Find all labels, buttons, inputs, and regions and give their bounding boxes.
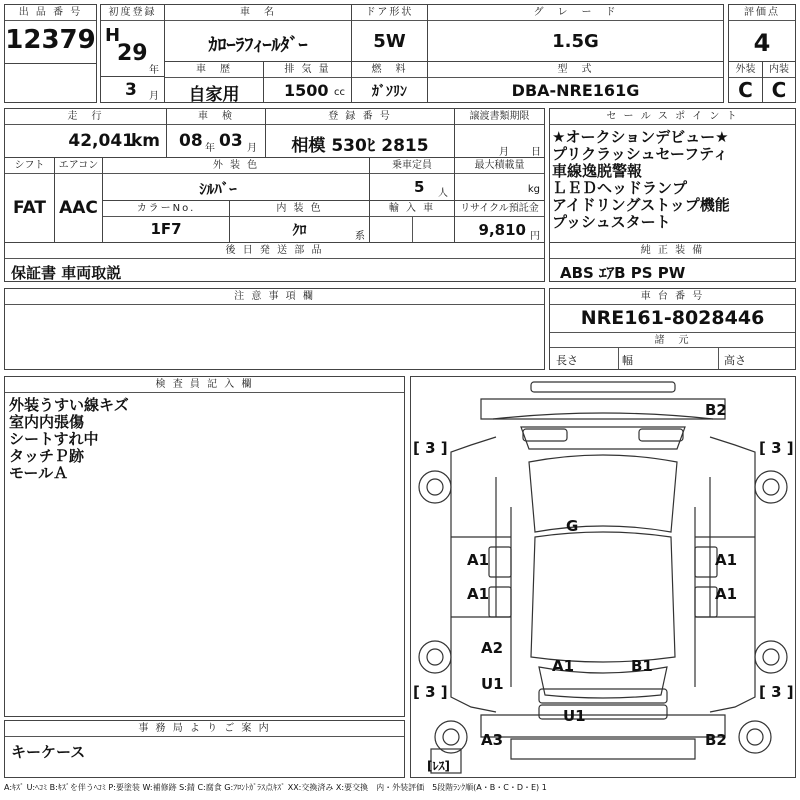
- mark-rear-bumper: U1: [563, 707, 586, 725]
- deferred-value: 保証書 車両取説: [11, 264, 122, 282]
- recycle-unit: 円: [530, 231, 540, 242]
- recycle-label: リサイクル預託金: [455, 201, 544, 217]
- mark-rear-left-corner: A3: [481, 731, 504, 749]
- first-reg-cell: [100, 4, 165, 77]
- score: 4: [753, 29, 771, 57]
- office-box: [4, 720, 405, 778]
- transfer-label: 譲渡書類期限: [455, 109, 544, 125]
- plate-label: 登 録 番 号: [266, 109, 454, 125]
- car-diagram: [411, 377, 795, 777]
- score-cell: [728, 4, 796, 62]
- sales-point-item: ★オークションデビュー★: [552, 128, 729, 146]
- inspection-cell: [166, 108, 266, 158]
- inspection-month-unit: 月: [247, 143, 257, 154]
- int-label: 内装: [763, 62, 795, 78]
- shift-label: シフト: [5, 158, 54, 174]
- length-label: 長さ: [556, 354, 578, 367]
- mark-rear-right: B1: [631, 657, 653, 675]
- interior-color: ｸﾛ: [292, 223, 307, 239]
- lot-label: 出 品 番 号: [5, 5, 96, 21]
- import-label: 輸 入 車: [370, 201, 454, 217]
- transfer-day-unit: 日: [531, 147, 541, 158]
- import-cell: [369, 200, 455, 243]
- shift: FAT: [12, 198, 47, 218]
- fuel-cell: [351, 61, 428, 103]
- int-grade-cell: [762, 61, 796, 103]
- mark-rear-right-corner: B2: [705, 731, 727, 749]
- first-reg-month-cell: [100, 76, 165, 103]
- mark-front-right: B2: [705, 401, 727, 419]
- ext-label: 外装: [729, 62, 762, 78]
- recycle: 9,810: [478, 221, 526, 239]
- color-label: 外 装 色: [103, 158, 369, 174]
- inspector-line: 室内内張傷: [9, 413, 85, 431]
- mark-bracket-front-right: [ 3 ]: [759, 439, 794, 457]
- car-name: ｶﾛｰﾗﾌｨｰﾙﾀﾞｰ: [208, 35, 308, 56]
- displacement-unit: cc: [334, 87, 345, 98]
- inspector-line: タッチＰ跡: [9, 447, 85, 465]
- car-diagram-box: [410, 376, 796, 778]
- sales-point-item: プッシュスタート: [552, 213, 671, 231]
- model: DBA-NRE161G: [511, 81, 640, 100]
- deferred-label: 後 日 発 送 部 品: [5, 243, 544, 259]
- ext-grade: C: [738, 78, 753, 102]
- car-name-label: 車 名: [165, 5, 351, 21]
- capacity-label: 乗車定員: [370, 158, 454, 174]
- color: ｼﾙﾊﾞｰ: [199, 180, 237, 198]
- equipment-label: 純 正 装 備: [550, 243, 795, 259]
- lot-blank-cell: [4, 63, 97, 103]
- inspector-line: シートすれ中: [9, 430, 99, 448]
- inspection-year-unit: 年: [205, 143, 215, 154]
- sales-points-box: [549, 108, 796, 243]
- mark-left-rear-door: A1: [467, 585, 490, 603]
- mark-rear-left: A1: [552, 657, 575, 675]
- fuel: ｶﾞｿﾘﾝ: [372, 84, 407, 100]
- inspector-line: モールＡ: [9, 464, 69, 482]
- sales-points-label: セ ー ル ス ポ イ ン ト: [550, 109, 795, 125]
- mark-windshield: G: [566, 517, 579, 535]
- mark-bracket-front-left: [ 3 ]: [413, 439, 448, 457]
- capacity-cell: [369, 157, 455, 201]
- office-label: 事 務 局 よ り ご 案 内: [5, 721, 404, 737]
- displacement-cell: [263, 61, 352, 103]
- ac: AAC: [59, 198, 98, 218]
- grade-label: グ レ ー ド: [428, 5, 723, 21]
- era-letter: H: [105, 25, 121, 46]
- inspection-year: 08: [179, 131, 203, 151]
- chassis-label: 車 台 番 号: [550, 289, 795, 305]
- chassis-box: [549, 288, 796, 370]
- door-label: ドア形状: [352, 5, 427, 21]
- grade-cell: [427, 4, 724, 62]
- color-cell: [102, 157, 370, 201]
- door-type: 5W: [373, 31, 406, 52]
- inspector-box: [4, 376, 405, 717]
- first-reg-label: 初度登録: [101, 5, 164, 21]
- color-no-cell: [102, 200, 230, 243]
- spec-label: 諸 元: [550, 332, 795, 348]
- ac-label: エアコン: [55, 158, 102, 174]
- first-reg-year: 29: [117, 41, 148, 66]
- transfer-cell: [454, 108, 545, 158]
- inspector-line: 外装うすい線キズ: [9, 396, 129, 414]
- sales-point-item: ＬＥＤヘッドランプ: [552, 179, 688, 197]
- grade: 1.5G: [552, 31, 599, 52]
- plate-cell: [265, 108, 455, 158]
- mileage-cell: [4, 108, 167, 158]
- office-value: キーケース: [11, 743, 86, 761]
- history: 自家用: [188, 85, 240, 105]
- chassis-number: NRE161-8028446: [580, 307, 765, 329]
- int-grade: C: [771, 78, 787, 102]
- ac-cell: [54, 157, 103, 243]
- load-unit: kg: [527, 184, 540, 195]
- mark-right-rear-door: A1: [715, 585, 738, 603]
- inspector-label: 検 査 員 記 入 欄: [5, 377, 404, 393]
- inspector-lines: [9, 397, 129, 482]
- model-cell: [427, 61, 724, 103]
- mark-les: [ﾚｽ]: [427, 759, 450, 773]
- mark-right-front-door: A1: [715, 551, 738, 569]
- mark-left-quarter: U1: [481, 675, 504, 693]
- capacity: 5: [414, 178, 425, 196]
- mark-bracket-rear-left: [ 3 ]: [413, 683, 448, 701]
- sales-points-list: [552, 129, 730, 231]
- inspection-label: 車 検: [167, 109, 265, 125]
- sales-point-item: アイドリングストップ機能: [552, 196, 730, 214]
- fuel-label: 燃 料: [352, 62, 427, 78]
- interior-color-cell: [229, 200, 370, 243]
- notes-box: [4, 288, 545, 370]
- deferred-parts-box: [4, 242, 545, 282]
- equipment-box: [549, 242, 796, 282]
- color-no-label: カラーNo.: [103, 201, 229, 217]
- width-label: 幅: [622, 354, 633, 367]
- mileage-label: 走 行: [5, 109, 166, 125]
- mark-left-front-door: A1: [467, 551, 490, 569]
- sales-point-item: プリクラッシュセーフティ: [552, 145, 728, 163]
- legend: A:ｷｽﾞ U:ﾍｺﾐ B:ｷｽﾞを伴うﾍｺﾐ P:要塗装 W:補修跡 S:錆 C:腐食 G:ﾌﾛﾝﾄｶﾞﾗｽ点ｷｽﾞ XX:交換済み X:要交換 内・外装評価 5段階ﾗﾝｸ順(A・B・C・D・E) 1: [4, 783, 547, 792]
- height-label: 高さ: [724, 354, 746, 367]
- load-label: 最大積載量: [455, 158, 544, 174]
- displacement-label: 排 気 量: [264, 62, 351, 78]
- mileage: 42,041: [68, 131, 134, 151]
- model-label: 型 式: [428, 62, 723, 78]
- year-unit: 年: [149, 65, 159, 76]
- door-cell: [351, 4, 428, 62]
- notes-label: 注 意 事 項 欄: [5, 289, 544, 305]
- month-unit: 月: [149, 91, 159, 102]
- mileage-unit: km: [130, 131, 160, 151]
- capacity-unit: 人: [438, 188, 448, 199]
- inspection-month: 03: [219, 131, 243, 151]
- car-name-cell: [164, 4, 352, 62]
- load-cell: [454, 157, 545, 201]
- displacement: 1500: [284, 81, 329, 100]
- interior-unit: 系: [355, 231, 365, 242]
- recycle-cell: [454, 200, 545, 243]
- history-cell: [164, 61, 264, 103]
- first-reg-month: 3: [125, 80, 137, 100]
- color-no: 1F7: [150, 220, 182, 238]
- history-label: 車 歴: [165, 62, 263, 78]
- plate: 相模 530ﾋ 2815: [291, 136, 429, 156]
- interior-color-label: 内 装 色: [230, 201, 369, 217]
- mark-left-rear-fender: A2: [481, 639, 504, 657]
- transfer-month-unit: 月: [499, 147, 509, 158]
- score-label: 評価点: [729, 5, 795, 21]
- shift-cell: [4, 157, 55, 243]
- lot-number-cell: [4, 4, 97, 64]
- mark-bracket-rear-right: [ 3 ]: [759, 683, 794, 701]
- ext-grade-cell: [728, 61, 763, 103]
- sales-point-item: 車線逸脱警報: [552, 162, 643, 180]
- equipment-value: ABS ｴｱB PS PW: [560, 264, 686, 282]
- lot-number: 12379: [5, 25, 96, 55]
